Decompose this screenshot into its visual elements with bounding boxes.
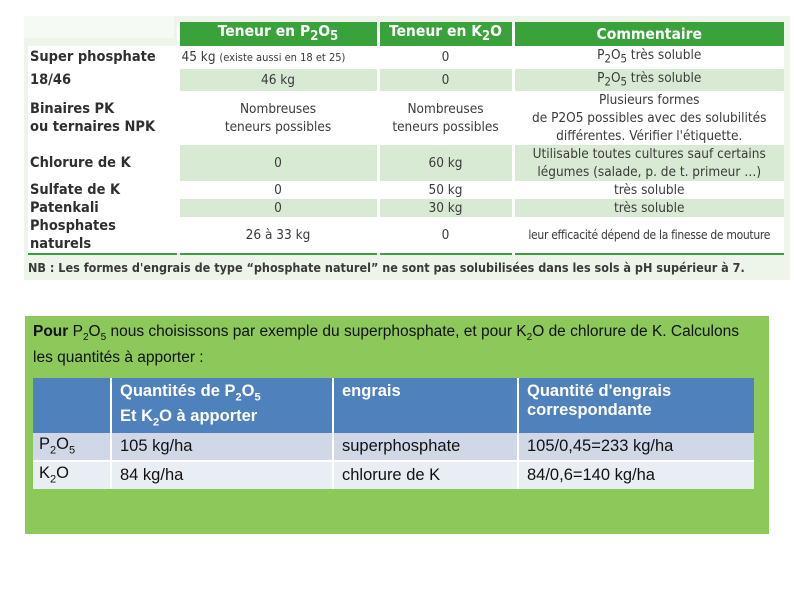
table-row xyxy=(33,461,754,489)
row-quantity: 105 kg/ha xyxy=(111,433,333,461)
row-k2o: Nombreuses teneurs possibles xyxy=(378,91,513,145)
row-p2o5: 0 xyxy=(178,145,378,181)
fertilizer-table-image xyxy=(24,16,790,280)
header-k2o: Teneur en $K_2O$ xyxy=(378,22,513,46)
row-engrais: chlorure de K xyxy=(333,461,518,489)
header-result: Quantité d'engrais correspondante xyxy=(518,378,754,433)
header-quantities: Quantités de $P_2O_5$ Et $K_2O$ à apporter xyxy=(111,378,333,433)
quantity-header-row xyxy=(33,378,754,433)
row-result: 84/0,6=140 kg/ha xyxy=(518,461,754,489)
row-p2o5: 26 à 33 kg xyxy=(178,217,378,254)
row-comment: $P_2O_5$ très soluble xyxy=(513,46,784,69)
header-blank xyxy=(28,22,178,46)
row-comment: très soluble xyxy=(513,199,784,217)
row-k2o: 0 xyxy=(378,46,513,69)
row-element: $P_2O_5$ xyxy=(33,433,111,461)
row-element: $K_2O$ xyxy=(33,461,111,489)
row-p2o5: Nombreuses teneurs possibles xyxy=(178,91,378,145)
table-row xyxy=(28,46,784,69)
header-element xyxy=(33,378,111,433)
row-p2o5: 46 kg xyxy=(178,69,378,92)
table-row xyxy=(28,91,784,145)
table-row xyxy=(28,69,784,92)
row-name: Super phosphate xyxy=(28,46,178,69)
row-name: Sulfate de K xyxy=(28,181,178,199)
row-comment: $P_2O_5$ très soluble xyxy=(513,69,784,92)
row-name: Chlorure de K xyxy=(28,145,178,181)
quantity-table xyxy=(33,378,754,489)
row-comment: leur efficacité dépend de la finesse de mouture xyxy=(513,217,784,254)
row-k2o: 0 xyxy=(378,69,513,92)
row-name: Binaires PK ou ternaires NPK xyxy=(28,91,178,145)
table-row xyxy=(28,199,784,217)
row-k2o: 60 kg xyxy=(378,145,513,181)
row-result: 105/0,45=233 kg/ha xyxy=(518,433,754,461)
row-name: 18/46 xyxy=(28,69,178,92)
row-comment: très soluble xyxy=(513,181,784,199)
table-row xyxy=(28,181,784,199)
table-row xyxy=(28,145,784,181)
row-comment: Plusieurs formes de P2O5 possibles avec des solubilités différentes. Vérifier l'étiquette. xyxy=(513,91,784,145)
row-comment: Utilisable toutes cultures sauf certains légumes (salade, p. de t. primeur …) xyxy=(513,145,784,181)
row-k2o: 0 xyxy=(378,217,513,254)
row-k2o: 50 kg xyxy=(378,181,513,199)
table-row xyxy=(28,217,784,254)
fertilizer-table xyxy=(28,22,784,255)
calculation-panel xyxy=(25,316,769,534)
header-comment: Commentaire xyxy=(513,22,784,46)
row-name: Phosphates naturels xyxy=(28,217,178,254)
table-row xyxy=(33,433,754,461)
table-note: NB : Les formes d'engrais de type “phosphate naturel” ne sont pas solubilisées dans les sols à pH supérieur à 7. xyxy=(28,260,745,275)
header-engrais: engrais xyxy=(333,378,518,433)
row-name: Patenkali xyxy=(28,199,178,217)
row-p2o5: 0 xyxy=(178,199,378,217)
intro-paragraph: Pour $P_2O_5$ nous choisissons par exemple du superphosphate, et pour $K_2O$ de chlorure de K. Calculons les quantités à apporter : xyxy=(33,323,739,367)
row-p2o5: 0 xyxy=(178,181,378,199)
row-quantity: 84 kg/ha xyxy=(111,461,333,489)
row-p2o5: 45 kg (existe aussi en 18 et 25) xyxy=(178,46,378,69)
row-engrais: superphosphate xyxy=(333,433,518,461)
row-k2o: 30 kg xyxy=(378,199,513,217)
header-p2o5: Teneur en $P_2O_5$ xyxy=(178,22,378,46)
